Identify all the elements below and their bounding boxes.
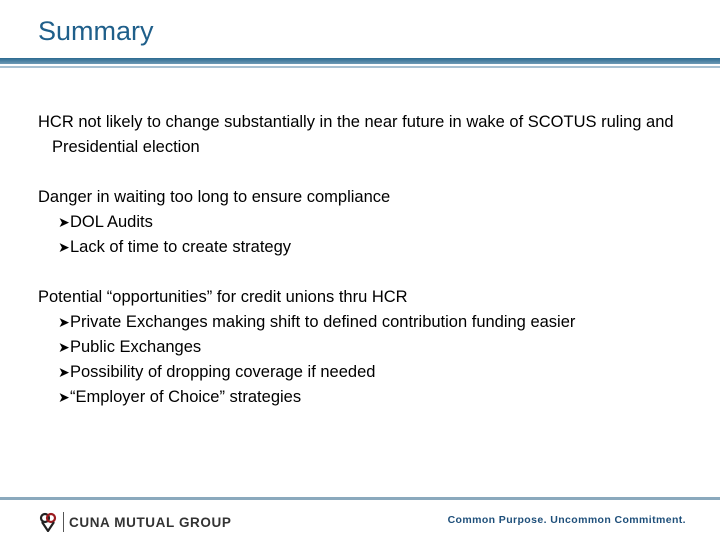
bullet-1 [38,110,678,160]
bullet-text: HCR not likely to change substantially in the near future in wake of SCOTUS ruling and Presidential election [38,113,674,156]
bullet-text: Potential “opportunities” for credit unions thru HCR [38,288,408,306]
sub-bullet-text: Possibility of dropping coverage if needed [70,363,376,381]
sub-bullet-text: Public Exchanges [70,338,202,356]
sub-bullet [38,385,678,410]
arrow-bullet-icon: ➤ [58,214,70,230]
cuna-logo-icon [38,512,58,532]
logo-text: CUNA MUTUAL GROUP [69,514,232,530]
bullet-list [38,110,678,435]
sub-bullet [38,335,678,360]
title-rule [0,58,720,64]
sub-bullet-text: Private Exchanges making shift to defined contribution funding easier [70,313,576,331]
sub-bullet [38,210,678,235]
bullet-3 [38,285,678,410]
company-logo [38,511,231,533]
sub-bullet [38,360,678,385]
slide-title: Summary [38,16,154,46]
sub-bullet-text: “Employer of Choice” strategies [70,388,302,406]
sub-bullet-text: Lack of time to create strategy [70,238,292,256]
arrow-bullet-icon: ➤ [58,389,70,405]
sub-bullet [38,310,678,335]
bullet-text: Danger in waiting too long to ensure compliance [38,188,391,206]
arrow-bullet-icon: ➤ [58,364,70,380]
bullet-2 [38,185,678,260]
tagline: Common Purpose. Uncommon Commitment. [447,514,686,526]
footer [0,500,720,540]
title-rule-thin [0,66,720,68]
arrow-bullet-icon: ➤ [58,339,70,355]
sub-bullet-text: DOL Audits [70,213,153,231]
sub-bullet [38,235,678,260]
arrow-bullet-icon: ➤ [58,239,70,255]
logo-divider [63,512,64,532]
arrow-bullet-icon: ➤ [58,314,70,330]
